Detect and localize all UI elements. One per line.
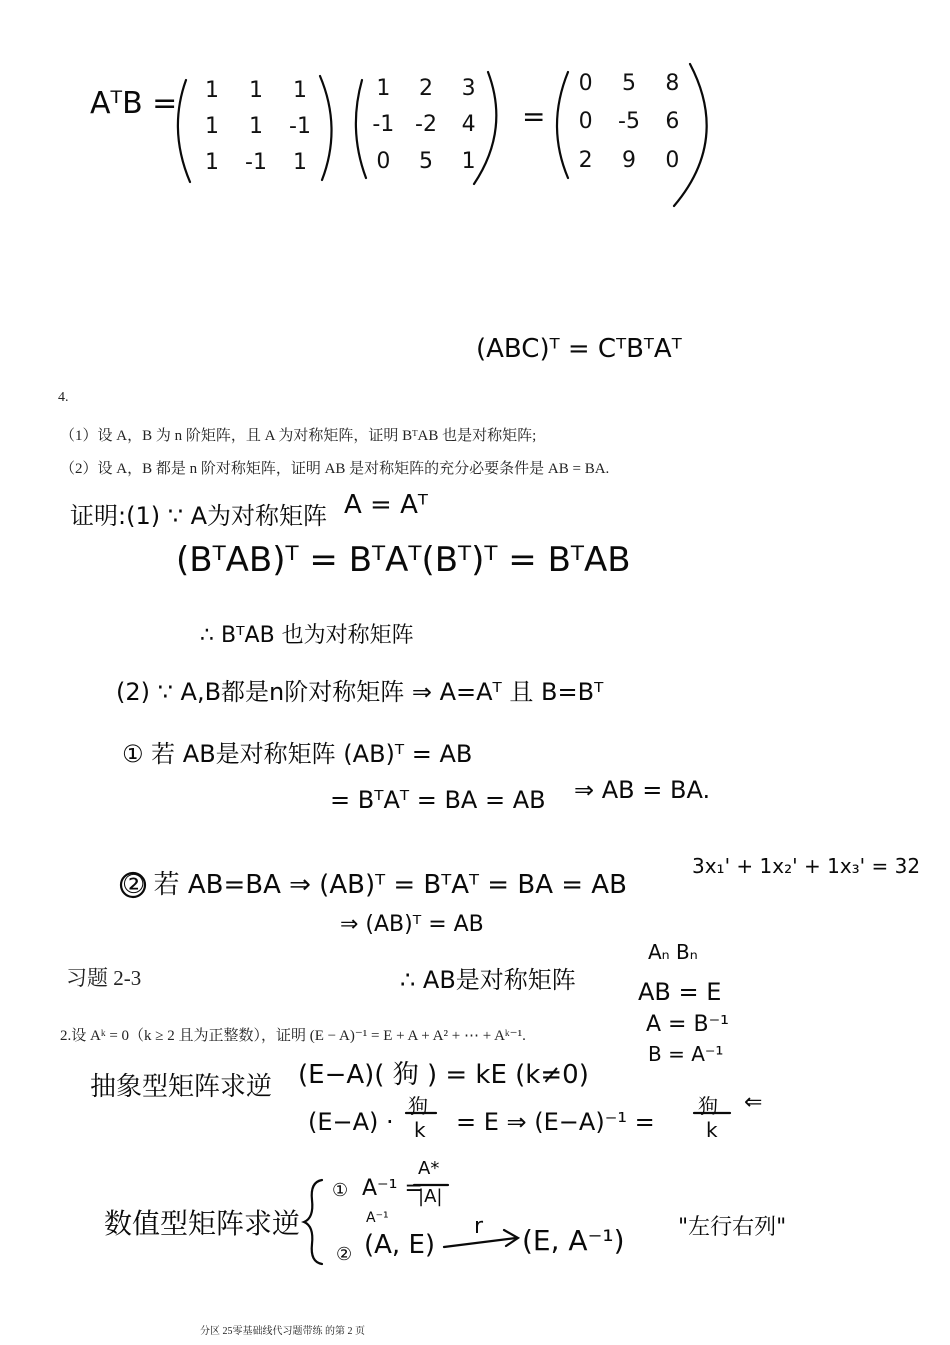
matrix-result-cell: 2 bbox=[578, 148, 593, 174]
side-note: 3x₁' + 1x₂' + 1x₃' = 32 bbox=[692, 854, 921, 878]
proof-start: 证明:(1) ∵ A为对称矩阵 bbox=[70, 502, 328, 530]
matrix-b-cell: 1 bbox=[461, 149, 476, 175]
matrix-b-cell: 0 bbox=[376, 149, 391, 175]
conclusion-1: ∴ BᵀAB 也为对称矩阵 bbox=[200, 623, 414, 648]
matrix-a-cell: 1 bbox=[293, 77, 307, 103]
matrix-result bbox=[564, 64, 694, 180]
abstract-eq-2-left: (E−A) · bbox=[308, 1108, 394, 1136]
numeric-brace bbox=[304, 1180, 322, 1264]
matrix-result-cell: 6 bbox=[665, 109, 680, 135]
matrix-b-cell: 2 bbox=[418, 75, 433, 101]
transpose-calculation: (BᵀAB)ᵀ = BᵀAᵀ(Bᵀ)ᵀ = BᵀAB bbox=[176, 540, 631, 580]
matrix-equals: = bbox=[522, 100, 546, 133]
part-2-line: (2) ∵ A,B都是n阶对称矩阵 ⇒ A=Aᵀ 且 B=Bᵀ bbox=[116, 678, 604, 706]
page-footer: 分区 25零基础线代习题带练 的第 2 页 bbox=[200, 1326, 365, 1337]
margin-note-1: Aₙ Bₙ bbox=[648, 940, 698, 964]
matrix-a-cell: 1 bbox=[205, 149, 219, 175]
matrix-result-cell: 0 bbox=[578, 70, 593, 96]
matrix-a-cell: 1 bbox=[205, 113, 219, 139]
abstract-eq-1: (E−A)( 狗 ) = kE (k≠0) bbox=[298, 1060, 589, 1090]
numeric-item-2-marker: ② bbox=[336, 1244, 353, 1265]
matrix-b bbox=[362, 70, 490, 180]
row-col-note: "左行右列" bbox=[678, 1215, 787, 1240]
atb-label: AᵀB = bbox=[90, 86, 178, 121]
matrix-result-cell: 0 bbox=[665, 148, 680, 174]
case-2-result: ⇒ (AB)ᵀ = AB bbox=[340, 912, 484, 937]
transpose-rule: (ABC)ᵀ = CᵀBᵀAᵀ bbox=[476, 334, 682, 364]
case-2-line: ② 若 AB=BA ⇒ (AB)ᵀ = BᵀAᵀ = BA = AB bbox=[122, 870, 627, 900]
matrix-result-cell: 5 bbox=[621, 70, 636, 96]
frac-denominator-2: k bbox=[706, 1118, 718, 1142]
case-1-result: ⇒ AB = BA. bbox=[574, 776, 711, 804]
abstract-eq-2-mid: = E ⇒ (E−A)⁻¹ = bbox=[456, 1108, 655, 1136]
frac-numerator-2: 狗 bbox=[698, 1094, 718, 1118]
frac-denominator-1: k bbox=[414, 1118, 426, 1142]
matrix-result-cell: 9 bbox=[621, 148, 636, 174]
adj-denominator: |A| bbox=[418, 1186, 443, 1207]
matrix-a-cell: 1 bbox=[249, 113, 263, 139]
margin-note-3: A = B⁻¹ bbox=[646, 1012, 729, 1037]
numeric-item-1-marker: ① bbox=[332, 1180, 349, 1201]
numeric-item-1: A⁻¹ = bbox=[362, 1176, 423, 1201]
matrix-a-cell: -1 bbox=[245, 149, 267, 175]
a-equals-a-transpose: A = Aᵀ bbox=[344, 490, 428, 520]
matrix-b-cell: 5 bbox=[418, 149, 433, 175]
matrix-a bbox=[190, 72, 322, 180]
matrix-result-cell: 8 bbox=[665, 70, 680, 96]
section-heading: 习题 2-3 bbox=[66, 966, 142, 990]
problem-part-1: （1）设 A，B 为 n 阶矩阵，且 A 为对称矩阵，证明 BᵀAB 也是对称矩阵; bbox=[60, 428, 537, 444]
matrix-b-cell: 3 bbox=[461, 75, 476, 101]
matrix-a-cell: 1 bbox=[293, 149, 307, 175]
matrix-result-cell: 0 bbox=[578, 109, 593, 135]
small-inverse-label: A⁻¹ bbox=[366, 1210, 389, 1226]
matrix-b-cell: -1 bbox=[372, 112, 395, 138]
numeric-item-2-left: (A, E) bbox=[364, 1230, 436, 1260]
matrix-b-cell: 4 bbox=[461, 112, 476, 138]
adj-numerator: A* bbox=[418, 1158, 440, 1179]
conclusion-2: ∴ AB是对称矩阵 bbox=[400, 966, 576, 994]
problem-2-statement: 2.设 Aᵏ = 0（k ≥ 2 且为正整数），证明 (E − A)⁻¹ = E + A + A² + ⋯ + Aᵏ⁻¹. bbox=[60, 1028, 526, 1044]
frac-numerator-1: 狗 bbox=[408, 1094, 428, 1118]
case-1-calc: = BᵀAᵀ = BA = AB bbox=[330, 786, 546, 814]
matrix-a-cell: 1 bbox=[249, 77, 263, 103]
arrow-label: r bbox=[474, 1214, 484, 1239]
matrix-a-cell: -1 bbox=[289, 113, 311, 139]
star-mark: ⇐ bbox=[744, 1090, 763, 1115]
matrix-result-cell: -5 bbox=[618, 109, 640, 135]
abstract-inverse-label: 抽象型矩阵求逆 bbox=[90, 1072, 273, 1102]
numeric-inverse-label: 数值型矩阵求逆 bbox=[104, 1207, 301, 1240]
numeric-item-2-right: (E, A⁻¹) bbox=[522, 1224, 625, 1257]
matrix-b-cell: 1 bbox=[376, 75, 391, 101]
matrix-a-left-bracket bbox=[178, 80, 190, 182]
margin-note-4: B = A⁻¹ bbox=[648, 1042, 724, 1066]
problem-part-2: （2）设 A，B 都是 n 阶对称矩阵，证明 AB 是对称矩阵的充分必要条件是 AB = BA. bbox=[60, 461, 610, 477]
matrix-a-cell: 1 bbox=[205, 77, 219, 103]
case-1-line: ① 若 AB是对称矩阵 (AB)ᵀ = AB bbox=[122, 740, 473, 768]
matrix-b-cell: -2 bbox=[415, 112, 437, 138]
problem-number: 4. bbox=[58, 390, 69, 405]
margin-note-2: AB = E bbox=[638, 978, 722, 1006]
